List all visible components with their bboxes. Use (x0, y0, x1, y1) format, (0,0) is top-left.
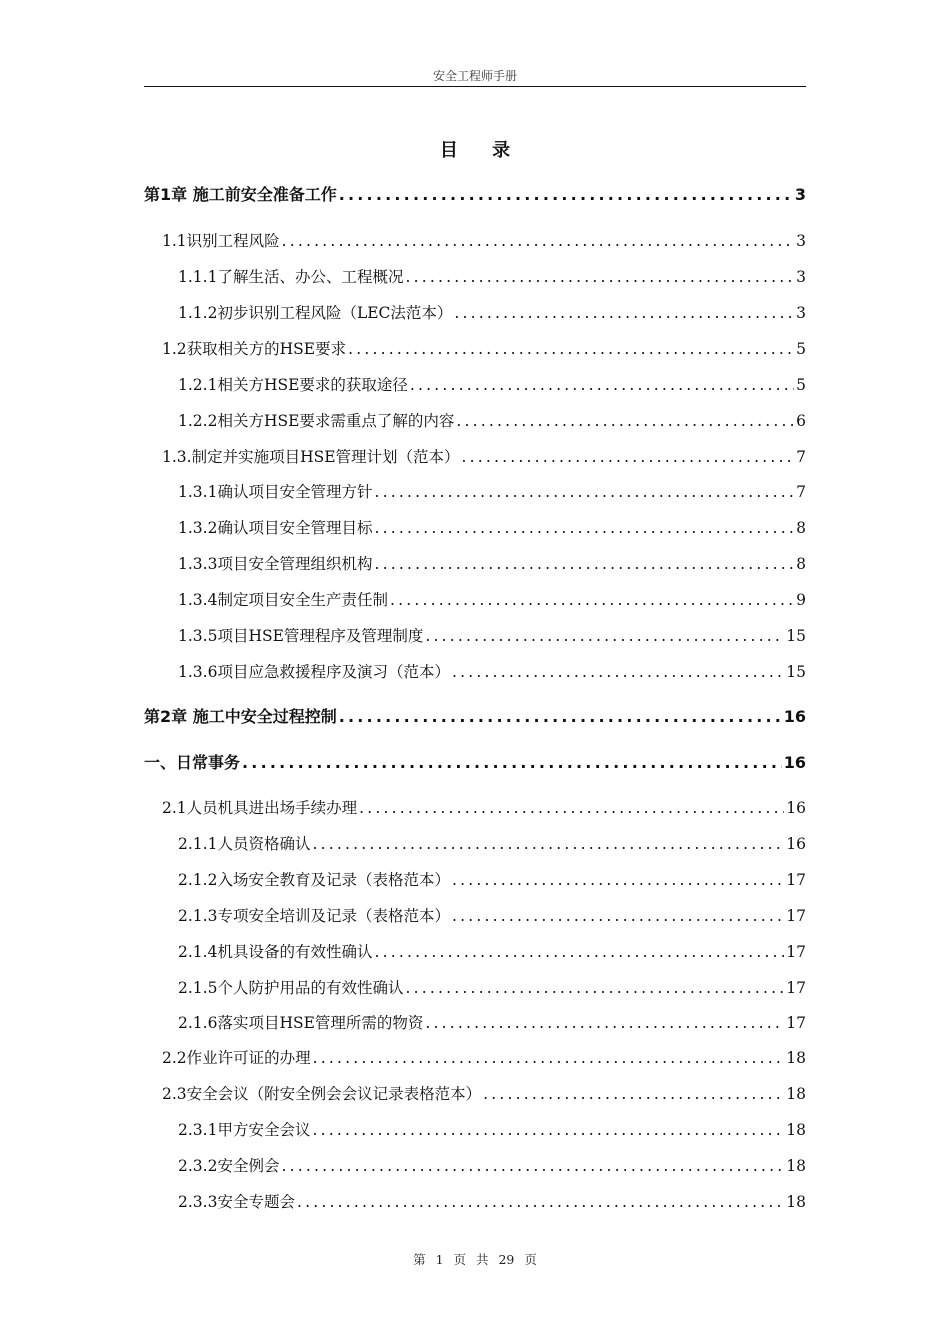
toc-subsection-entry[interactable] (178, 586, 806, 610)
toc-entry-title: 2.3.2安全例会 (178, 1157, 280, 1175)
toc-page-number: 3 (796, 232, 806, 250)
toc-dot-leader (390, 590, 794, 610)
toc-entry-title: 1.2获取相关方的HSE要求 (162, 340, 347, 358)
toc-chapter-entry[interactable] (144, 181, 806, 205)
toc-page-number: 18 (786, 1121, 806, 1139)
toc-entry-title: 1.1识别工程风险 (162, 232, 280, 250)
toc-entry-title: 1.3.4制定项目安全生产责任制 (178, 591, 388, 609)
toc-dot-leader (454, 303, 794, 323)
toc-subsection-entry[interactable] (178, 830, 806, 854)
toc-entry-title: 第2章 施工中安全过程控制 (144, 707, 337, 726)
header-divider (144, 86, 806, 87)
toc-dot-leader (452, 662, 784, 682)
toc-section-entry[interactable] (162, 335, 806, 359)
toc-dot-leader (312, 834, 784, 854)
toc-entry-title: 1.3.制定并实施项目HSE管理计划（范本） (162, 448, 460, 466)
toc-entry-title: 2.2作业许可证的办理 (162, 1049, 311, 1067)
toc-section-entry[interactable] (162, 1044, 806, 1068)
toc-subsection-entry[interactable] (178, 658, 806, 682)
toc-subsection-entry[interactable] (178, 974, 806, 998)
toc-dot-leader (374, 482, 794, 502)
toc-subsection-entry[interactable] (178, 902, 806, 926)
toc-page-number: 18 (786, 1049, 806, 1067)
toc-dot-leader (405, 267, 794, 287)
toc-entry-title: 2.3.1甲方安全会议 (178, 1121, 311, 1139)
toc-subsection-entry[interactable] (178, 299, 806, 323)
page-number-footer: 第 1 页 共 29 页 (413, 1252, 537, 1267)
toc-subsection-entry[interactable] (178, 866, 806, 890)
toc-page-number: 17 (786, 871, 806, 889)
toc-section-entry[interactable] (162, 794, 806, 818)
toc-entry-title: 2.1.4机具设备的有效性确认 (178, 943, 373, 961)
toc-entry-title: 1.1.2初步识别工程风险（LEC法范本） (178, 304, 453, 322)
toc-entry-title: 2.1.6落实项目HSE管理所需的物资 (178, 1014, 424, 1032)
toc-page-number: 16 (783, 707, 806, 726)
toc-entry-title: 1.3.6项目应急救援程序及演习（范本） (178, 663, 450, 681)
toc-page-number: 18 (786, 1085, 806, 1103)
toc-dot-leader (339, 707, 782, 727)
toc-entry-title: 2.1.3专项安全培训及记录（表格范本） (178, 907, 450, 925)
toc-dot-leader (312, 1120, 784, 1140)
toc-entry-title: 2.1.5个人防护用品的有效性确认 (178, 979, 404, 997)
toc-subsection-entry[interactable] (178, 1009, 806, 1033)
toc-page-number: 3 (794, 185, 806, 204)
toc-subsection-entry[interactable] (178, 1188, 806, 1212)
toc-subsection-entry[interactable] (178, 263, 806, 287)
toc-page-number: 7 (796, 448, 806, 466)
toc-entry-title: 2.3.3安全专题会 (178, 1193, 295, 1211)
toc-page-number: 17 (786, 979, 806, 997)
toc-page-number: 9 (796, 591, 806, 609)
toc-page-number: 15 (786, 663, 806, 681)
toc-entry-title: 1.1.1了解生活、办公、工程概况 (178, 268, 404, 286)
toc-entry-title: 1.2.2相关方HSE要求需重点了解的内容 (178, 412, 455, 430)
toc-title: 目 录 (439, 140, 525, 161)
toc-page-number: 16 (783, 753, 806, 772)
toc-dot-leader (483, 1084, 784, 1104)
toc-chapter-entry[interactable] (144, 703, 806, 727)
toc-dot-leader (462, 447, 795, 467)
toc-page-number: 5 (796, 376, 806, 394)
toc-page-number: 5 (796, 340, 806, 358)
toc-page-number: 17 (786, 1014, 806, 1032)
toc-page-number: 15 (786, 627, 806, 645)
toc-dot-leader (348, 339, 794, 359)
toc-entry-title: 1.2.1相关方HSE要求的获取途径 (178, 376, 408, 394)
toc-dot-leader (339, 185, 793, 205)
toc-dot-leader (425, 1013, 784, 1033)
toc-dot-leader (359, 798, 784, 818)
toc-subsection-entry[interactable] (178, 1152, 806, 1176)
toc-entry-title: 1.3.2确认项目安全管理目标 (178, 519, 373, 537)
toc-dot-leader (452, 870, 784, 890)
toc-page-number: 16 (786, 835, 806, 853)
toc-dot-leader (282, 231, 794, 251)
toc-page-number: 3 (796, 268, 806, 286)
toc-page-number: 3 (796, 304, 806, 322)
toc-dot-leader (425, 626, 784, 646)
toc-page-number: 16 (786, 799, 806, 817)
toc-entry-title: 1.3.3项目安全管理组织机构 (178, 555, 373, 573)
toc-entry-title: 2.1.1人员资格确认 (178, 835, 311, 853)
toc-entry-title: 1.3.5项目HSE管理程序及管理制度 (178, 627, 424, 645)
toc-entry-title: 2.3安全会议（附安全例会会议记录表格范本） (162, 1085, 482, 1103)
toc-dot-leader (374, 518, 794, 538)
toc-page-number: 17 (786, 943, 806, 961)
toc-page-number: 7 (796, 483, 806, 501)
toc-subsection-entry[interactable] (178, 371, 806, 395)
toc-dot-leader (410, 375, 794, 395)
toc-dot-leader (297, 1192, 784, 1212)
toc-dot-leader (374, 942, 784, 962)
toc-dot-leader (452, 906, 784, 926)
toc-subsection-entry[interactable] (178, 938, 806, 962)
toc-entry-title: 1.3.1确认项目安全管理方针 (178, 483, 373, 501)
toc-page-number: 17 (786, 907, 806, 925)
toc-subsection-entry[interactable] (178, 478, 806, 502)
toc-dot-leader (456, 411, 794, 431)
toc-chapter-entry[interactable] (144, 749, 806, 773)
toc-entry-title: 2.1.2入场安全教育及记录（表格范本） (178, 871, 450, 889)
toc-subsection-entry[interactable] (178, 514, 806, 538)
toc-dot-leader (374, 554, 794, 574)
toc-subsection-entry[interactable] (178, 1116, 806, 1140)
toc-dot-leader (405, 978, 784, 998)
toc-page-number: 18 (786, 1157, 806, 1175)
toc-subsection-entry[interactable] (178, 622, 806, 646)
toc-subsection-entry[interactable] (178, 550, 806, 574)
toc-entry-title: 2.1人员机具进出场手续办理 (162, 799, 358, 817)
toc-section-entry[interactable] (162, 443, 806, 467)
toc-entry-title: 第1章 施工前安全准备工作 (144, 185, 337, 204)
toc-section-entry[interactable] (162, 1080, 806, 1104)
toc-dot-leader (281, 1156, 784, 1176)
toc-page-number: 18 (786, 1193, 806, 1211)
toc-section-entry[interactable] (162, 227, 806, 251)
toc-entry-title: 一、日常事务 (144, 753, 241, 772)
toc-page-number: 8 (796, 555, 806, 573)
toc-dot-leader (313, 1048, 785, 1068)
toc-dot-leader (242, 753, 782, 773)
running-header: 安全工程师手册 (432, 69, 517, 83)
toc-page-number: 8 (796, 519, 806, 537)
toc-subsection-entry[interactable] (178, 407, 806, 431)
toc-page-number: 6 (796, 412, 806, 430)
